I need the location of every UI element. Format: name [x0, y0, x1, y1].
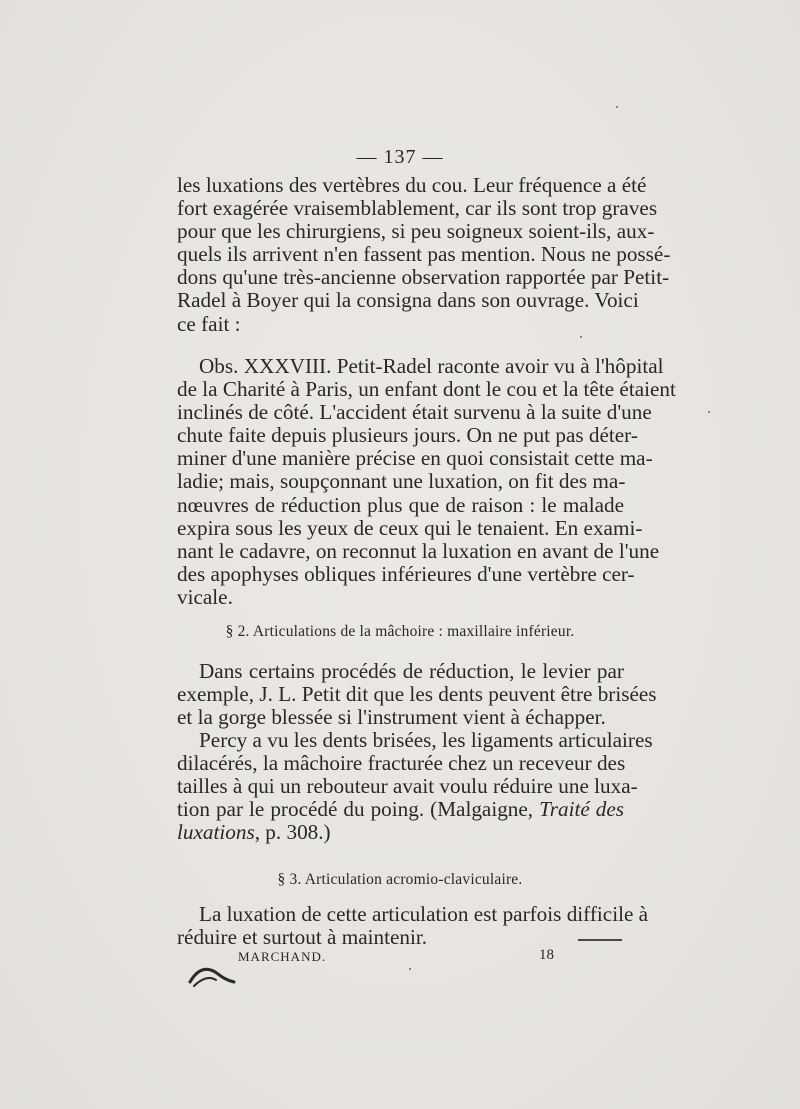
- text-line: Radel à Boyer qui la consigna dans son ouvrage. Voici: [177, 288, 639, 313]
- text-line: ladie; mais, soupçonnant une luxation, on fit des ma-: [177, 469, 626, 494]
- paragraph-4: [177, 728, 653, 845]
- text-line: nant le cadavre, on reconnut la luxation en avant de l'une: [177, 538, 660, 563]
- paragraph-1: [177, 173, 671, 336]
- text-line: Obs. XXXVIII. Petit-Radel raconte avoir vu à l'hôpital: [199, 354, 664, 378]
- italic-title-fragment: Traité des: [539, 797, 625, 822]
- paragraph-3: [177, 659, 657, 730]
- text-line: fort exagérée vraisemblablement, car ils sont trop graves: [177, 196, 658, 221]
- text-line: dons qu'une très-ancienne observation rapportée par Petit-: [177, 265, 670, 290]
- paragraph-2: [177, 354, 676, 609]
- text-fragment: tion par le procédé du poing. (Malgaigne,: [177, 797, 540, 822]
- text-line: quels ils arrivent n'en fassent pas mention. Nous ne possé-: [177, 242, 671, 267]
- ink-mark-icon: [188, 962, 236, 988]
- section-heading-2: § 2. Articulations de la mâchoire : maxillaire inférieur.: [225, 623, 575, 640]
- text-line: chute faite depuis plusieurs jours. On ne put pas déter-: [177, 423, 638, 448]
- text-line: Percy a vu les dents brisées, les ligaments articulaires: [199, 728, 653, 752]
- text-line: expira sous les yeux de ceux qui le tenaient. En exami-: [177, 515, 643, 540]
- sheet-number: 18: [539, 947, 554, 963]
- paper-speck: [708, 411, 710, 413]
- printer-signature: MARCHAND.: [238, 949, 327, 964]
- text-line: exemple, J. L. Petit dit que les dents peuvent être brisées: [177, 682, 657, 707]
- text-line: et la gorge blessée si l'instrument vient à échapper.: [177, 705, 606, 730]
- section-heading-3: § 3. Articulation acromio-claviculaire.: [277, 871, 523, 888]
- paper-speck: [616, 106, 618, 108]
- text-line: La luxation de cette articulation est parfois difficile à: [199, 902, 649, 926]
- text-line: tailles à qui un rebouteur avait voulu réduire une luxa-: [177, 774, 638, 799]
- text-line-with-italic: [177, 798, 624, 821]
- text-line: de la Charité à Paris, un enfant dont le cou et la tête étaient: [177, 377, 676, 402]
- paper-speck: [409, 968, 411, 970]
- text-line: les luxations des vertèbres du cou. Leur fréquence a été: [177, 173, 647, 197]
- text-line-with-italic: [177, 821, 624, 844]
- text-line: réduire et surtout à maintenir.: [177, 925, 428, 950]
- text-fragment: , p. 308.): [254, 820, 331, 845]
- text-line: des apophyses obliques inférieures d'une vertèbre cer-: [177, 561, 635, 586]
- paragraph-5: [177, 902, 649, 950]
- text-line: ce fait :: [177, 311, 241, 336]
- closing-rule: [578, 939, 622, 941]
- text-line: Dans certains procédés de réduction, le levier par: [199, 659, 624, 683]
- paper-speck: [580, 336, 582, 338]
- text-line: inclinés de côté. L'accident était survenu à la suite d'une: [177, 400, 652, 425]
- italic-title-fragment: luxations: [177, 820, 255, 845]
- text-line: nœuvres de réduction plus que de raison : le malade: [177, 492, 624, 517]
- page-number: — 137 —: [356, 146, 444, 168]
- text-line: vicale.: [177, 584, 233, 609]
- text-line: miner d'une manière précise en quoi consistait cette ma-: [177, 446, 653, 471]
- text-line: dilacérés, la mâchoire fracturée chez un receveur des: [177, 751, 626, 776]
- text-line: pour que les chirurgiens, si peu soigneux soient-ils, aux-: [177, 219, 655, 244]
